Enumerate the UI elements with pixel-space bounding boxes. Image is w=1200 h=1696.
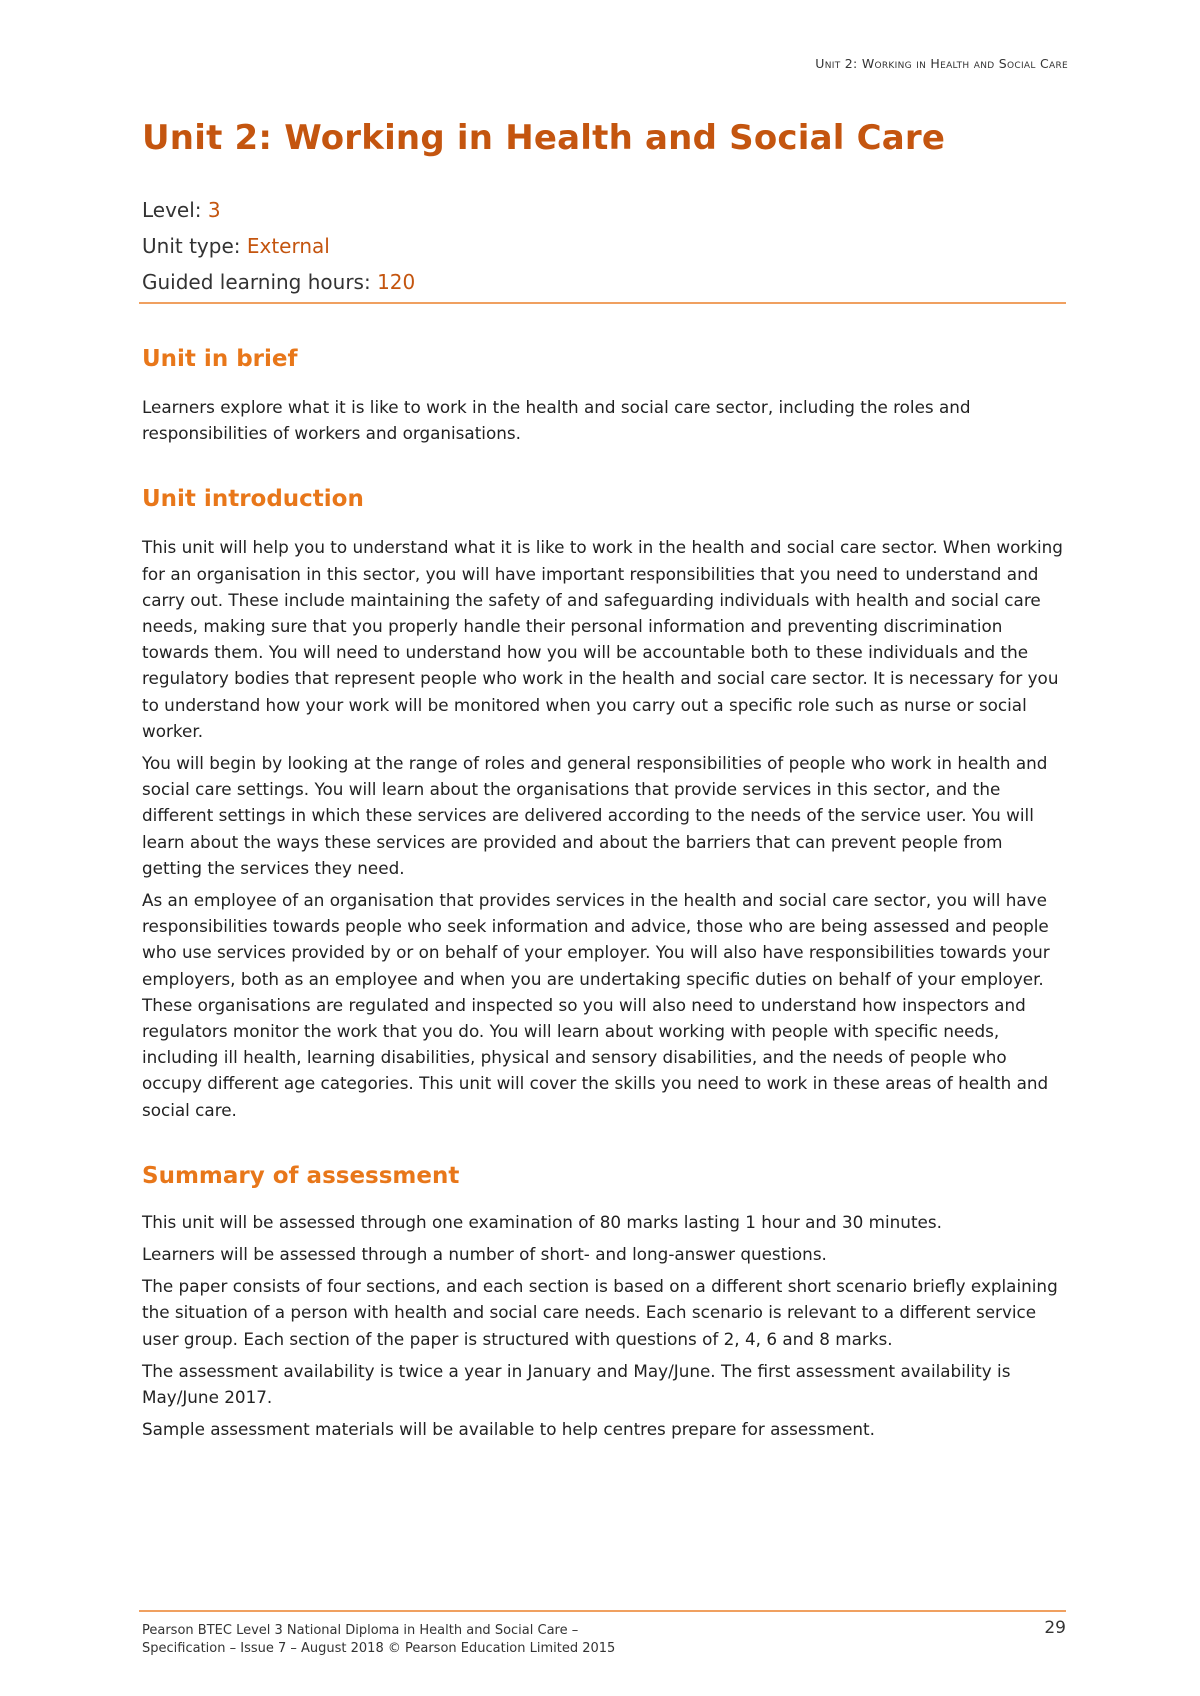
level-value: 3 <box>207 198 221 222</box>
summary-paragraph-5: Sample assessment materials will be available to help centres prepare for assessment. <box>142 1419 875 1440</box>
intro-paragraph-2: You will begin by looking at the range of roles and general responsibilities of people who work in health and social care settings. You will learn about the organisations that provide services in this sector, and the different settings in which these services are delivered according to the needs of the service user. You will learn about the ways these services are provided and about the barriers that can prevent people from getting the services they need. <box>142 753 1048 878</box>
summary-of-assessment-heading: Summary of assessment <box>142 1162 460 1189</box>
unit-type-row <box>142 228 1066 264</box>
intro-paragraph-1: This unit will help you to understand what it is like to work in the health and social care sector. When working for an organisation in this sector, you will have important responsibilities that you need to understand and carry out. These include maintaining the safety of and safeguarding individuals with health and social care needs, making sure that you properly handle their personal information and preventing discrimination towards them. You will need to understand how you will be accountable both to these individuals and the regulatory bodies that represent people who work in the health and social care sector. It is necessary for you to understand how your work will be monitored when you carry out a specific role such as nurse or social worker. <box>142 537 1063 741</box>
page-title: Unit 2: Working in Health and Social Care <box>142 118 946 158</box>
summary-paragraph-4: The assessment availability is twice a year in January and May/June. The first assessment availability is May/June 2017. <box>142 1360 1011 1408</box>
footer <box>142 1622 615 1658</box>
glh-row <box>142 264 1066 300</box>
footer-divider <box>139 1610 1066 1612</box>
footer-line-2: Specification – Issue 7 – August 2018 © Pearson Education Limited 2015 <box>142 1641 616 1656</box>
unit-meta <box>139 192 1066 304</box>
unit-type-label: Unit type: <box>142 234 247 258</box>
level-row <box>142 192 1066 228</box>
page-number: 29 <box>1044 1618 1066 1638</box>
unit-in-brief-heading: Unit in brief <box>142 346 298 372</box>
summary-paragraph-2: Learners will be assessed through a number of short- and long-answer questions. <box>142 1244 827 1265</box>
summary-paragraph-1: This unit will be assessed through one examination of 80 marks lasting 1 hour and 30 minutes. <box>142 1211 942 1232</box>
running-head: Unit 2: Working in Health and Social Care <box>815 56 1068 71</box>
brief-paragraph: Learners explore what it is like to work in the health and social care sector, including the roles and responsibilities of workers and organisations. <box>142 397 971 444</box>
intro-paragraph-3: As an employee of an organisation that provides services in the health and social care sector, you will have responsibilities towards people who seek information and advice, those who are being assessed and people who use services provided by or on behalf of your employer. You will also have responsibilities towards your employers, both as an employee and when you are undertaking specific duties on behalf of your employer. These organisations are regulated and inspected so you will also need to understand how inspectors and regulators monitor the work that you do. You will learn about working with people with specific needs, including ill health, learning disabilities, physical and sensory disabilities, and the needs of people who occupy different age categories. This unit will cover the skills you need to work in these areas of health and social care. <box>142 890 1050 1120</box>
glh-value: 120 <box>377 270 416 294</box>
unit-introduction-heading: Unit introduction <box>142 486 364 513</box>
unit-type-value: External <box>246 234 330 258</box>
footer-line-1: Pearson BTEC Level 3 National Diploma in Health and Social Care – <box>142 1623 579 1638</box>
page-content <box>142 118 1066 1449</box>
summary-paragraph-3: The paper consists of four sections, and each section is based on a different short scenario briefly explaining the situation of a person with health and social care needs. Each scenario is relevant to a different service user group. Each section of the paper is structured with questions of 2, 4, 6 and 8 marks. <box>142 1276 1058 1349</box>
level-label: Level: <box>142 198 208 222</box>
glh-label: Guided learning hours: <box>142 270 378 294</box>
